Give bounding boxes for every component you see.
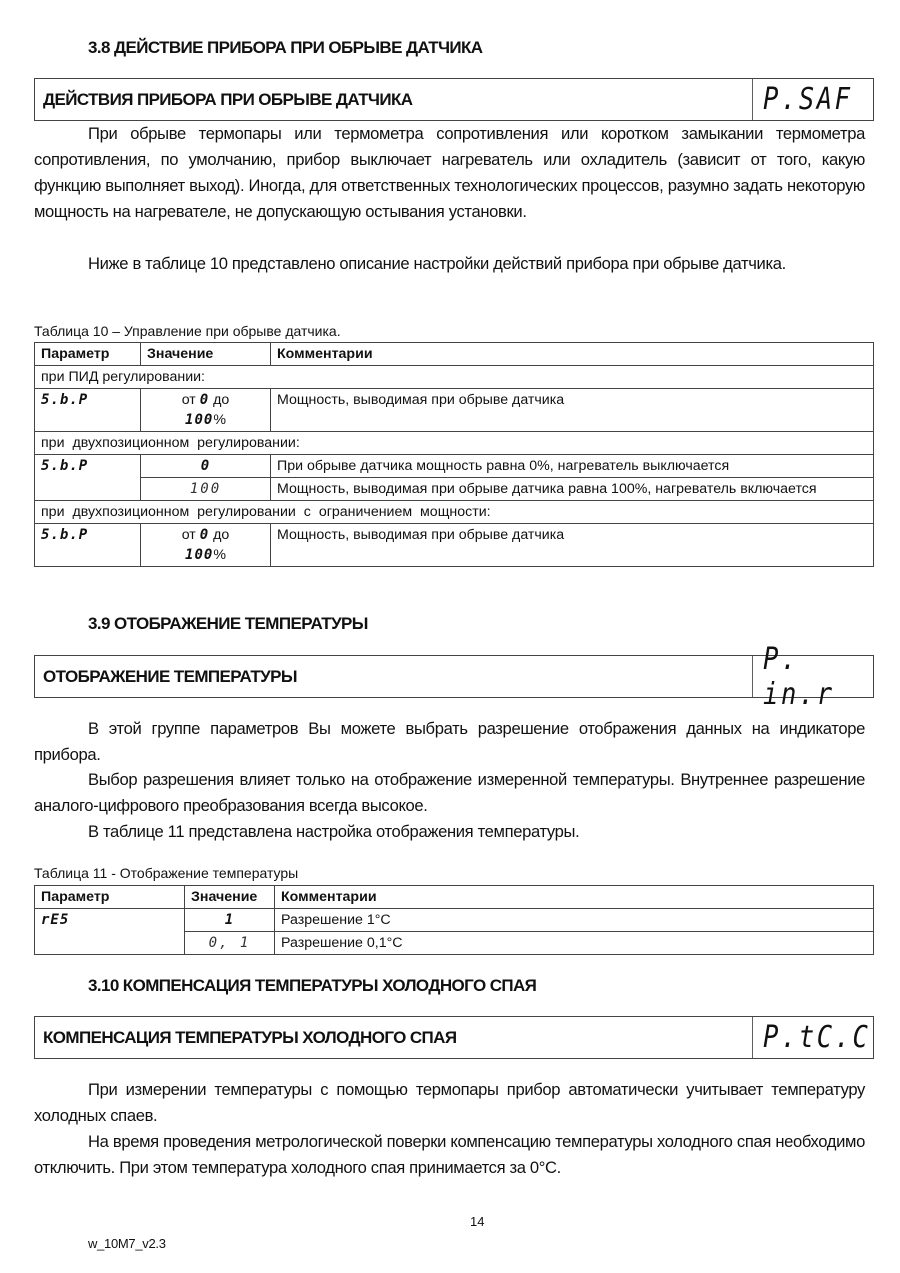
table-header-row bbox=[35, 343, 874, 366]
group-label-row bbox=[35, 501, 874, 524]
page-number: 14 bbox=[470, 1214, 485, 1229]
comment: Разрешение 0,1°С bbox=[275, 932, 874, 955]
paragraph: При обрыве термопары или термометра сопротивления или коротком замыкании термометра сопротивления, по умолчанию, прибор выключает нагреватель или охладитель (зависит от того, какую функцию выполняет выход). Иногда, для ответственных технологических процессов, разумно задать некоторую мощность на нагревателе, не допускающую остывания установки. bbox=[34, 124, 865, 221]
parameter-group-box-pinr bbox=[34, 641, 874, 712]
document-id: w_10M7_v2.3 bbox=[88, 1236, 166, 1251]
header-param: Параметр bbox=[35, 343, 141, 366]
table-header-row bbox=[35, 886, 874, 909]
value: 100 bbox=[141, 478, 271, 501]
header-param: Параметр bbox=[35, 886, 185, 909]
group-label-row bbox=[35, 432, 874, 455]
display-code: P.tC.C bbox=[752, 1017, 855, 1058]
comment: Мощность, выводимая при обрыве датчика bbox=[271, 524, 874, 567]
box-title: ДЕЙСТВИЯ ПРИБОРА ПРИ ОБРЫВЕ ДАТЧИКА bbox=[43, 89, 413, 109]
value-range: от 0 до 100% bbox=[141, 389, 271, 432]
paragraph: В таблице 11 представлена настройка отображения температуры. bbox=[88, 822, 580, 841]
comment: Разрешение 1°С bbox=[275, 909, 874, 932]
value: 0, 1 bbox=[185, 932, 275, 955]
table-caption: Таблица 11 - Отображение температуры bbox=[34, 865, 299, 881]
table-row bbox=[35, 909, 874, 932]
table-row bbox=[35, 524, 874, 567]
value: 0 bbox=[141, 455, 271, 478]
paragraph: При измерении температуры с помощью термопары прибор автоматически учитывает температуру холодных спаев. bbox=[34, 1080, 865, 1125]
header-comment: Комментарии bbox=[271, 343, 874, 366]
table-row bbox=[35, 455, 874, 478]
value: 1 bbox=[185, 909, 275, 932]
comment: Мощность, выводимая при обрыве датчика bbox=[271, 389, 874, 432]
comment: При обрыве датчика мощность равна 0%, нагреватель выключается bbox=[271, 455, 874, 478]
parameter-group-box-psaf bbox=[34, 78, 874, 121]
param-code: 5.b.P bbox=[35, 524, 141, 567]
group-label: при двухпозиционном регулировании: bbox=[35, 432, 874, 455]
group-label: при двухпозиционном регулировании с ограничением мощности: bbox=[35, 501, 874, 524]
section-heading-3-10: 3.10 КОМПЕНСАЦИЯ ТЕМПЕРАТУРЫ ХОЛОДНОГО СПАЯ bbox=[88, 976, 537, 995]
paragraph: На время проведения метрологической поверки компенсацию температуры холодного спая необходимо отключить. При этом температура холодного спая принимается за 0°С. bbox=[34, 1132, 865, 1177]
table-row bbox=[35, 478, 874, 501]
table-10 bbox=[34, 342, 874, 567]
param-code: 5.b.P bbox=[35, 455, 141, 501]
header-value: Значение bbox=[185, 886, 275, 909]
comment: Мощность, выводимая при обрыве датчика равна 100%, нагреватель включается bbox=[271, 478, 874, 501]
section-heading-3-9: 3.9 ОТОБРАЖЕНИЕ ТЕМПЕРАТУРЫ bbox=[88, 614, 368, 633]
param-code: rE5 bbox=[35, 909, 185, 955]
header-value: Значение bbox=[141, 343, 271, 366]
table-row bbox=[35, 389, 874, 432]
group-label-row bbox=[35, 366, 874, 389]
param-code: 5.b.P bbox=[35, 389, 141, 432]
paragraph: В этой группе параметров Вы можете выбрать разрешение отображения данных на индикаторе прибора. bbox=[34, 719, 865, 764]
display-code: P. in.r bbox=[752, 656, 855, 697]
box-title: КОМПЕНСАЦИЯ ТЕМПЕРАТУРЫ ХОЛОДНОГО СПАЯ bbox=[43, 1027, 457, 1047]
display-code: P.SAF bbox=[752, 79, 855, 120]
paragraph: Выбор разрешения влияет только на отображение измеренной температуры. Внутреннее разрешение аналого-цифрового преобразования всегда высокое. bbox=[34, 770, 865, 815]
value-range: от 0 до 100% bbox=[141, 524, 271, 567]
parameter-group-box-ptcc bbox=[34, 1016, 874, 1059]
header-comment: Комментарии bbox=[275, 886, 874, 909]
table-caption: Таблица 10 – Управление при обрыве датчика. bbox=[34, 323, 341, 339]
table-11 bbox=[34, 885, 874, 955]
section-heading-3-8: 3.8 ДЕЙСТВИЕ ПРИБОРА ПРИ ОБРЫВЕ ДАТЧИКА bbox=[88, 38, 483, 57]
box-title: ОТОБРАЖЕНИЕ ТЕМПЕРАТУРЫ bbox=[43, 666, 297, 686]
paragraph: Ниже в таблице 10 представлено описание настройки действий прибора при обрыве датчика. bbox=[88, 254, 786, 273]
group-label: при ПИД регулировании: bbox=[35, 366, 874, 389]
